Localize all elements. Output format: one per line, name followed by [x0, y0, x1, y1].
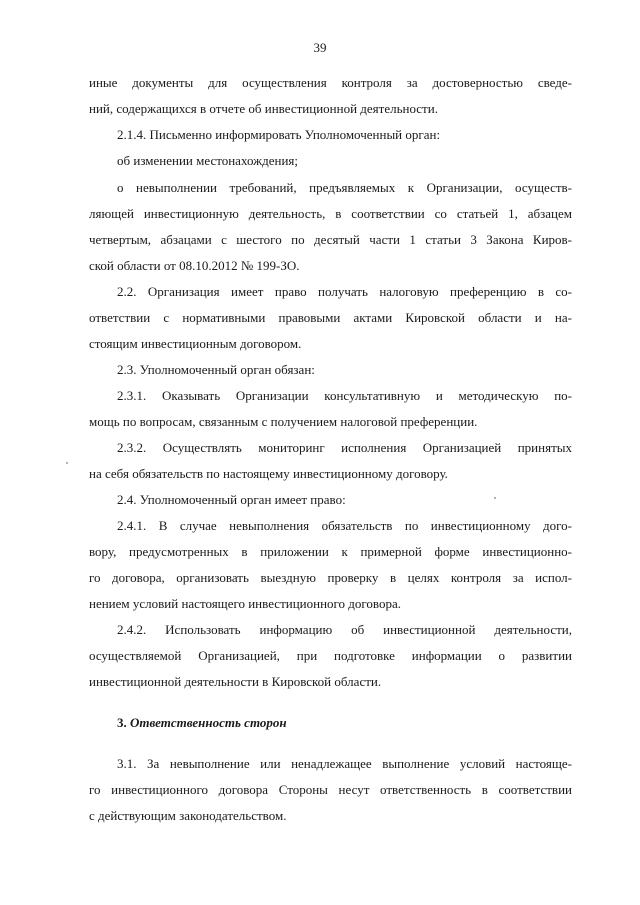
- text-line: стоящим инвестиционным договором.: [89, 336, 302, 351]
- section-heading: [117, 710, 572, 737]
- section-heading-title: Ответственность сторон: [130, 715, 287, 730]
- text-line: 2.4. Уполномоченный орган имеет право:: [117, 492, 346, 507]
- text-line: осуществляемой Организацией, при подготовке информации о развитии: [89, 648, 572, 663]
- text-line: 2.4.1. В случае невыполнения обязательств по инвестиционному дого-: [117, 518, 572, 533]
- text-line: 3.1. За невыполнение или ненадлежащее выполнение условий настояще-: [117, 756, 572, 771]
- text-line: с действующим законодательством.: [89, 808, 287, 823]
- page-number: 39: [313, 40, 327, 55]
- text-line: четвертым, абзацами с шестого по десятый части 1 статьи 3 Закона Киров-: [89, 232, 572, 247]
- text-line: вору, предусмотренных в приложении к примерной форме инвестиционно-: [89, 544, 572, 559]
- text-line: нением условий настоящего инвестиционного договора.: [89, 596, 401, 611]
- text-line: 2.3.1. Оказывать Организации консультативную и методическую по-: [117, 388, 572, 403]
- text-line: 2.2. Организация имеет право получать налоговую преференцию в со-: [117, 284, 572, 299]
- text-line: ляющей инвестиционную деятельность, в соответствии со статьей 1, абзацем: [89, 206, 572, 221]
- scan-speck: [66, 462, 68, 464]
- text-line: го инвестиционного договора Стороны несут ответственность в соответствии: [89, 782, 572, 797]
- text-line: ний, содержащихся в отчете об инвестиционной деятельности.: [89, 101, 438, 116]
- text-line: на себя обязательств по настоящему инвестиционному договору.: [89, 466, 448, 481]
- text-line: 2.3.2. Осуществлять мониторинг исполнения Организацией принятых: [117, 440, 572, 455]
- text-line: об изменении местонахождения;: [117, 153, 298, 168]
- text-line: о невыполнении требований, предъявляемых к Организации, осуществ-: [117, 180, 572, 195]
- section-heading-number: 3.: [117, 715, 127, 730]
- text-line: мощь по вопросам, связанным с получением налоговой преференции.: [89, 414, 478, 429]
- text-line: ской области от 08.10.2012 № 199-ЗО.: [89, 258, 300, 273]
- text-line: 2.1.4. Письменно информировать Уполномоченный орган:: [117, 127, 441, 142]
- text-line: инвестиционной деятельности в Кировской области.: [89, 674, 382, 689]
- text-line: го договора, организовать выездную проверку в целях контроля за испол-: [89, 570, 572, 585]
- text-line: 2.3. Уполномоченный орган обязан:: [117, 362, 315, 377]
- text-line: 2.4.2. Использовать информацию об инвестиционной деятельности,: [117, 622, 572, 637]
- scan-speck: [494, 497, 496, 499]
- text-line: иные документы для осуществления контроля за достоверностью сведе-: [89, 75, 572, 90]
- text-line: ответствии с нормативными правовыми актами Кировской области и на-: [89, 310, 572, 325]
